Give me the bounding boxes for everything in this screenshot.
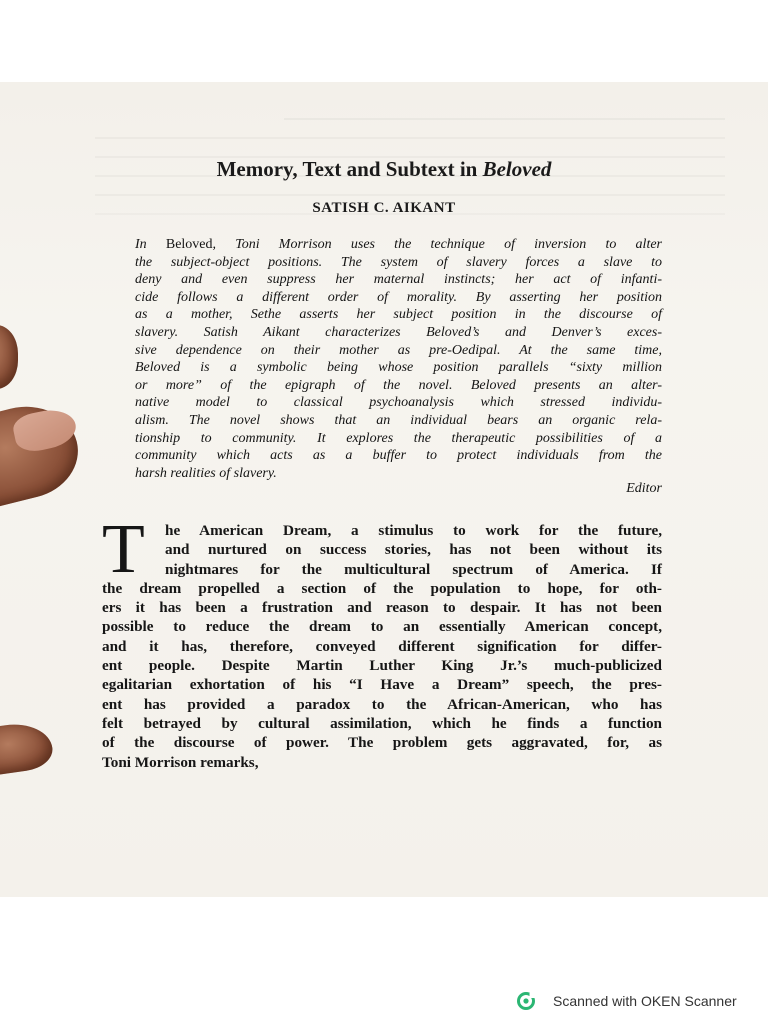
abstract-line-prefix: In (135, 237, 166, 252)
abstract-line-roman-title: Beloved (165, 237, 213, 252)
abstract-line-suffix: , Toni Morrison uses the technique of inversion to alter (212, 237, 662, 252)
abstract-line: Beloved is a symbolic being whose position parallels “sixty million (135, 360, 662, 376)
body-line: felt betrayed by cultural assimilation, which he finds a function (102, 714, 662, 732)
body-line: nightmares for the multicultural spectrum of America. If (165, 560, 662, 578)
abstract-line (135, 236, 662, 254)
article-title-italic: Beloved (482, 157, 552, 181)
scanner-label: Scanned with OKEN Scanner (553, 993, 737, 1009)
body-line: he American Dream, a stimulus to work for the future, (165, 522, 662, 539)
abstract-line: harsh realities of slavery. (135, 465, 277, 481)
body-line: of the discourse of power. The problem gets aggravated, for, as (102, 734, 662, 752)
abstract-line: slavery. Satish Aikant characterizes Beloved’s and Denver’s exces- (135, 324, 662, 340)
abstract-line: or more” of the epigraph of the novel. Beloved presents an alter- (135, 377, 662, 393)
drop-cap: T (102, 511, 145, 588)
body-line: the dream propelled a section of the population to hope, for oth- (102, 579, 662, 597)
body-line: possible to reduce the dream to an essentially American concept, (102, 618, 662, 636)
body-line: ent people. Despite Martin Luther King Jr.’s much-publicized (102, 657, 662, 675)
article-title (0, 157, 768, 182)
article-title-main: Memory, Text and Subtext in (216, 157, 483, 181)
body-line: ent has provided a paradox to the African-American, who has (102, 695, 662, 713)
abstract-line: as a mother, Sethe asserts her subject position in the discourse of (135, 307, 662, 323)
body-text (102, 521, 662, 772)
body-line: and it has, therefore, conveyed different signification for differ- (102, 637, 662, 655)
abstract-line: deny and even suppress her maternal instincts; her act of infanti- (135, 272, 662, 288)
abstract-line: sive dependence on their mother as pre-Oedipal. At the same time, (135, 342, 662, 358)
scanner-watermark (517, 991, 737, 1011)
oken-scanner-logo-icon (517, 992, 535, 1010)
body-line: ers it has been a frustration and reason to despair. It has not been (102, 599, 662, 617)
abstract-signature: Editor (626, 481, 662, 496)
body-line: and nurtured on success stories, has not been without its (165, 541, 662, 559)
abstract-line: alism. The novel shows that an individual bears an organic rela- (135, 412, 662, 428)
abstract-line: cide follows a different order of morality. By asserting her position (135, 289, 662, 305)
abstract-line: the subject-object positions. The system of slavery forces a slave to (135, 254, 662, 270)
article-author: SATISH C. AIKANT (312, 200, 456, 216)
body-line: Toni Morrison remarks, (102, 753, 259, 771)
abstract-line: native model to classical psychoanalysis which stressed individu- (135, 395, 662, 411)
abstract (135, 236, 662, 482)
body-line: egalitarian exhortation of his “I Have a Dream” speech, the pres- (102, 676, 662, 694)
abstract-line: community which acts as a buffer to protect individuals from the (135, 448, 662, 464)
abstract-line: tionship to community. It explores the therapeutic possibilities of a (135, 430, 662, 446)
